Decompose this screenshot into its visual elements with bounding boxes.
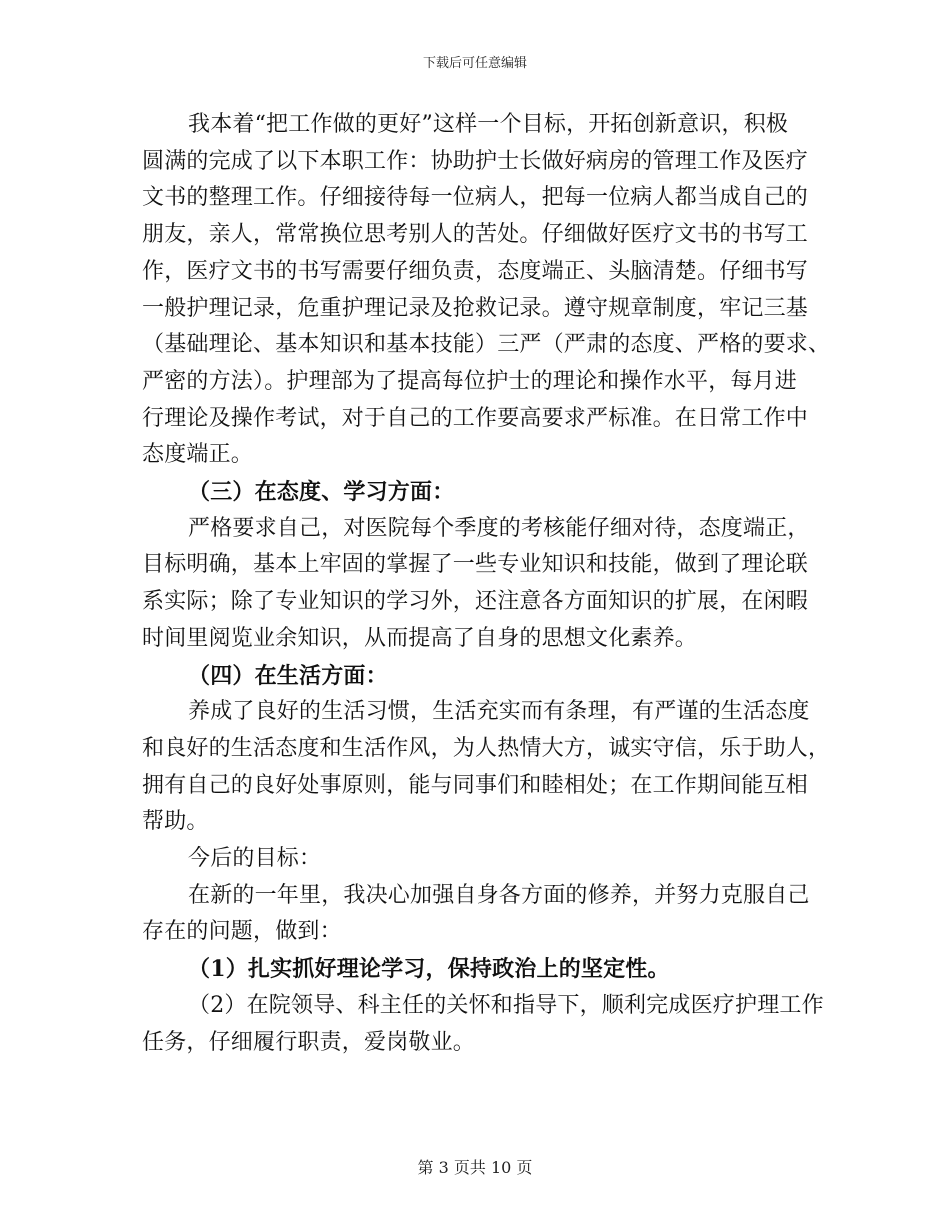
paragraph-line: 朋友，亲人，常常换位思考别人的苦处。仔细做好医疗文书的书写工 <box>142 222 809 248</box>
paragraph-line: （基础理论、基本知识和基本技能）三严（严肃的态度、严格的要求、 <box>142 332 831 358</box>
paragraph-line: 拥有自己的良好处事原则，能与同事们和睦相处；在工作期间能互相 <box>142 772 809 798</box>
paragraph-line: 态度端正。 <box>142 442 254 468</box>
paragraph-line: 文书的整理工作。仔细接待每一位病人，把每一位病人都当成自己的 <box>142 185 809 211</box>
page-header: 下载后可任意编辑 <box>422 56 527 71</box>
paragraph-line: 圆满的完成了以下本职工作：协助护士长做好病房的管理工作及医疗 <box>142 148 809 174</box>
paragraph-line: 和良好的生活态度和生活作风，为人热情大方，诚实守信，乐于助人， <box>142 735 831 761</box>
goal-item: （2）在院领导、科主任的关怀和指导下，顺利完成医疗护理工作 <box>188 992 824 1018</box>
goal-item: （1）扎实抓好理论学习，保持政治上的坚定性。 <box>188 956 670 983</box>
paragraph-line: 帮助。 <box>142 809 209 835</box>
paragraph-line: 我本着“把工作做的更好”这样一个目标，开拓创新意识，积极 <box>188 112 789 137</box>
paragraph-line: 今后的目标： <box>188 846 322 872</box>
paragraph-line: 系实际；除了专业知识的学习外，还注意各方面知识的扩展，在闲暇 <box>142 589 809 615</box>
section-heading: （三）在态度、学习方面： <box>188 479 455 506</box>
page-footer: 第 3 页共 10 页 <box>417 1158 533 1177</box>
section-heading: （四）在生活方面： <box>188 662 388 689</box>
paragraph-line: 时间里阅览业余知识，从而提高了自身的思想文化素养。 <box>142 625 698 651</box>
paragraph-line: 严格要求自己，对医院每个季度的考核能仔细对待，态度端正， <box>188 515 810 541</box>
paragraph-line: 作，医疗文书的书写需要仔细负责，态度端正、头脑清楚。仔细书写 <box>142 258 809 284</box>
paragraph-line: 一般护理记录，危重护理记录及抢救记录。遵守规章制度，牢记三基 <box>142 295 809 321</box>
paragraph-line: 在新的一年里，我决心加强自身各方面的修养，并努力克服自己 <box>188 882 810 908</box>
paragraph-line: 严密的方法）。护理部为了提高每位护士的理论和操作水平，每月进 <box>142 368 798 394</box>
paragraph-line: 任务，仔细履行职责，爱岗敬业。 <box>142 1029 476 1055</box>
paragraph-line: 目标明确，基本上牢固的掌握了一些专业知识和技能，做到了理论联 <box>142 552 809 578</box>
document-body <box>142 107 831 1061</box>
paragraph-line: 存在的问题，做到： <box>142 919 342 945</box>
paragraph-line: 养成了良好的生活习惯，生活充实而有条理，有严谨的生活态度 <box>188 699 810 725</box>
paragraph-line: 行理论及操作考试，对于自己的工作要高要求严标准。在日常工作中 <box>142 405 809 431</box>
